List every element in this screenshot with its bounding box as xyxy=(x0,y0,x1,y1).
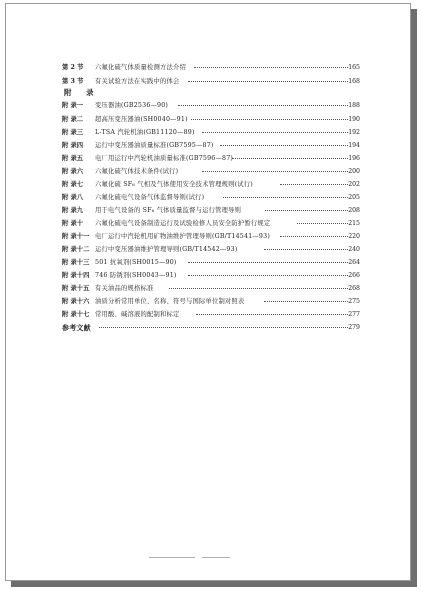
toc-entry[interactable] xyxy=(6,206,410,216)
toc-entry-page: 268 xyxy=(348,285,360,292)
toc-entry-page: 215 xyxy=(348,220,360,227)
toc-entry-page: 168 xyxy=(348,78,360,85)
toc-leader-dots xyxy=(169,288,348,289)
toc-entry[interactable] xyxy=(6,63,410,73)
toc-entry-title: 常用酸、碱溶液的配制和标定 xyxy=(95,311,180,318)
toc-entry-number: 附 录十四 xyxy=(62,272,90,279)
toc-entry[interactable] xyxy=(6,271,410,281)
toc-leader-dots xyxy=(220,145,348,146)
toc-entry-page: 279 xyxy=(348,324,360,331)
toc-entry[interactable] xyxy=(6,154,410,164)
toc-leader-dots xyxy=(178,105,348,106)
toc-entry-number: 附 录三 xyxy=(62,129,84,136)
toc-entry-page: 188 xyxy=(348,102,360,109)
toc-entry-page: 220 xyxy=(348,233,360,240)
toc-entry[interactable] xyxy=(6,245,410,255)
toc-leader-dots xyxy=(202,132,348,133)
toc-leader-dots xyxy=(194,67,348,68)
toc-entry[interactable] xyxy=(6,193,410,203)
toc-leader-dots xyxy=(264,249,348,250)
toc-leader-dots xyxy=(297,223,348,224)
toc-entry-title: 变压器油(GB2536—90) xyxy=(95,102,169,109)
toc-entry-title: 六氟化硫电气设备气体监督导则(试行) xyxy=(95,194,205,201)
toc-leader-dots xyxy=(196,314,348,315)
toc-entry-page: 165 xyxy=(348,64,360,71)
toc-entry-number: 附 录八 xyxy=(62,194,84,201)
appendix-heading: 附 录 xyxy=(64,88,100,97)
toc-entry-number: 附 录七 xyxy=(62,181,84,188)
toc-entry-title: 746 防锈剂(SH0043—91) xyxy=(95,272,177,279)
toc-entry[interactable] xyxy=(6,77,410,87)
toc-entry[interactable] xyxy=(6,101,410,111)
toc-leader-dots xyxy=(188,275,348,276)
toc-entry[interactable] xyxy=(6,258,410,268)
toc-entry-title: 电厂运行中汽轮机用矿物油维护管理导则(GB/T14541—93) xyxy=(95,233,270,240)
toc-leader-dots xyxy=(280,236,348,237)
toc-entry-number: 附 录十二 xyxy=(62,246,90,253)
toc-entry-page: 192 xyxy=(348,129,360,136)
toc-entry-page: 266 xyxy=(348,272,360,279)
toc-entry-number: 附 录十七 xyxy=(62,311,90,318)
toc-entry[interactable] xyxy=(6,297,410,307)
toc-entry-title: L-TSA 汽轮机油(GB11120—89) xyxy=(95,129,195,136)
toc-entry-title: 参考文献 xyxy=(62,323,91,332)
toc-entry-number: 附 录六 xyxy=(62,168,84,175)
toc-entry-page: 277 xyxy=(348,311,360,318)
toc-entry[interactable] xyxy=(6,232,410,242)
toc-leader-dots xyxy=(188,81,348,82)
toc-entry-number: 附 录十六 xyxy=(62,298,90,305)
footer-rule-right xyxy=(202,557,230,558)
toc-entry-title: 六氟化硫气体质量检测方法介绍 xyxy=(95,64,186,71)
toc-entry-title: 油质分析常用单位、名称、符号与国际单位制对照表 xyxy=(95,298,245,305)
toc-leader-dots xyxy=(188,262,348,263)
toc-entry-number: 附 录五 xyxy=(62,155,84,162)
toc-entry[interactable] xyxy=(6,310,410,320)
toc-entry-title: 501 抗氧剂(SH0015—90) xyxy=(95,259,177,266)
toc-leader-dots xyxy=(280,184,348,185)
toc-entry-page: 264 xyxy=(348,259,360,266)
toc-leader-dots xyxy=(202,171,348,172)
toc-entry-page: 190 xyxy=(348,116,360,123)
toc-entry-page: 275 xyxy=(348,298,360,305)
toc-entry-title: 六氟化硫电气设备制造运行及试验检修人员安全防护暂行规定 xyxy=(95,220,271,227)
toc-entry-page: 208 xyxy=(348,207,360,214)
toc-leader-dots xyxy=(232,158,348,159)
document-page xyxy=(5,3,411,581)
toc-entry-title: 有关油品的规格标准 xyxy=(95,285,154,292)
toc-entry-number: 附 录十 xyxy=(62,220,84,227)
toc-entry[interactable] xyxy=(6,219,410,229)
toc-entry-title: 运行中变压器油维护管理导则(GB/T14542—93) xyxy=(95,246,238,253)
toc-leader-dots xyxy=(191,119,348,120)
toc-entry-title: 六氟化硫气体技术条件(试行) xyxy=(95,168,179,175)
toc-entry-title: 电厂用运行中汽轮机油质量标准(GB7596—87) xyxy=(95,155,234,162)
toc-entry[interactable] xyxy=(6,167,410,177)
toc-entry[interactable] xyxy=(6,180,410,190)
toc-entry-page: 196 xyxy=(348,155,360,162)
toc-entry-number: 附 录十一 xyxy=(62,233,90,240)
toc-entry-page: 194 xyxy=(348,142,360,149)
toc-entry-number: 第 2 节 xyxy=(62,64,84,71)
toc-entry[interactable] xyxy=(6,323,410,333)
toc-entry[interactable] xyxy=(6,115,410,125)
toc-entry-number: 附 录九 xyxy=(62,207,84,214)
toc-entry-number: 附 录二 xyxy=(62,116,84,123)
toc-entry[interactable] xyxy=(6,284,410,294)
toc-entry-title: 有关试验方法在实践中的体会 xyxy=(95,78,180,85)
toc-entry-number: 第 3 节 xyxy=(62,78,84,85)
toc-entry[interactable] xyxy=(6,141,410,151)
toc-entry-page: 205 xyxy=(348,194,360,201)
toc-entry-page: 202 xyxy=(348,181,360,188)
toc-entry-number: 附 录一 xyxy=(62,102,84,109)
toc-entry-number: 附 录十三 xyxy=(62,259,90,266)
toc-entry-page: 200 xyxy=(348,168,360,175)
toc-leader-dots xyxy=(265,210,348,211)
toc-leader-dots xyxy=(99,327,348,328)
toc-entry-title: 用于电气设备的 SF₆ 气体质量监督与运行管理导则 xyxy=(95,207,242,214)
toc-entry-title: 六氟化硫 SF₆ 气相及气体使用安全技术管理规则(试行) xyxy=(95,181,253,188)
toc-leader-dots xyxy=(264,301,348,302)
toc-entry-title: 运行中变压器油质量标准(GB7595—87) xyxy=(95,142,214,149)
toc-entry-number: 附 录十五 xyxy=(62,285,90,292)
toc-entry-title: 超高压变压器油(SH0040—91) xyxy=(95,116,188,123)
toc-entry[interactable] xyxy=(6,128,410,138)
toc-entry-number: 附 录四 xyxy=(62,142,84,149)
toc-entry-page: 240 xyxy=(348,246,360,253)
toc-leader-dots xyxy=(223,197,348,198)
footer-rule-left xyxy=(149,557,195,558)
